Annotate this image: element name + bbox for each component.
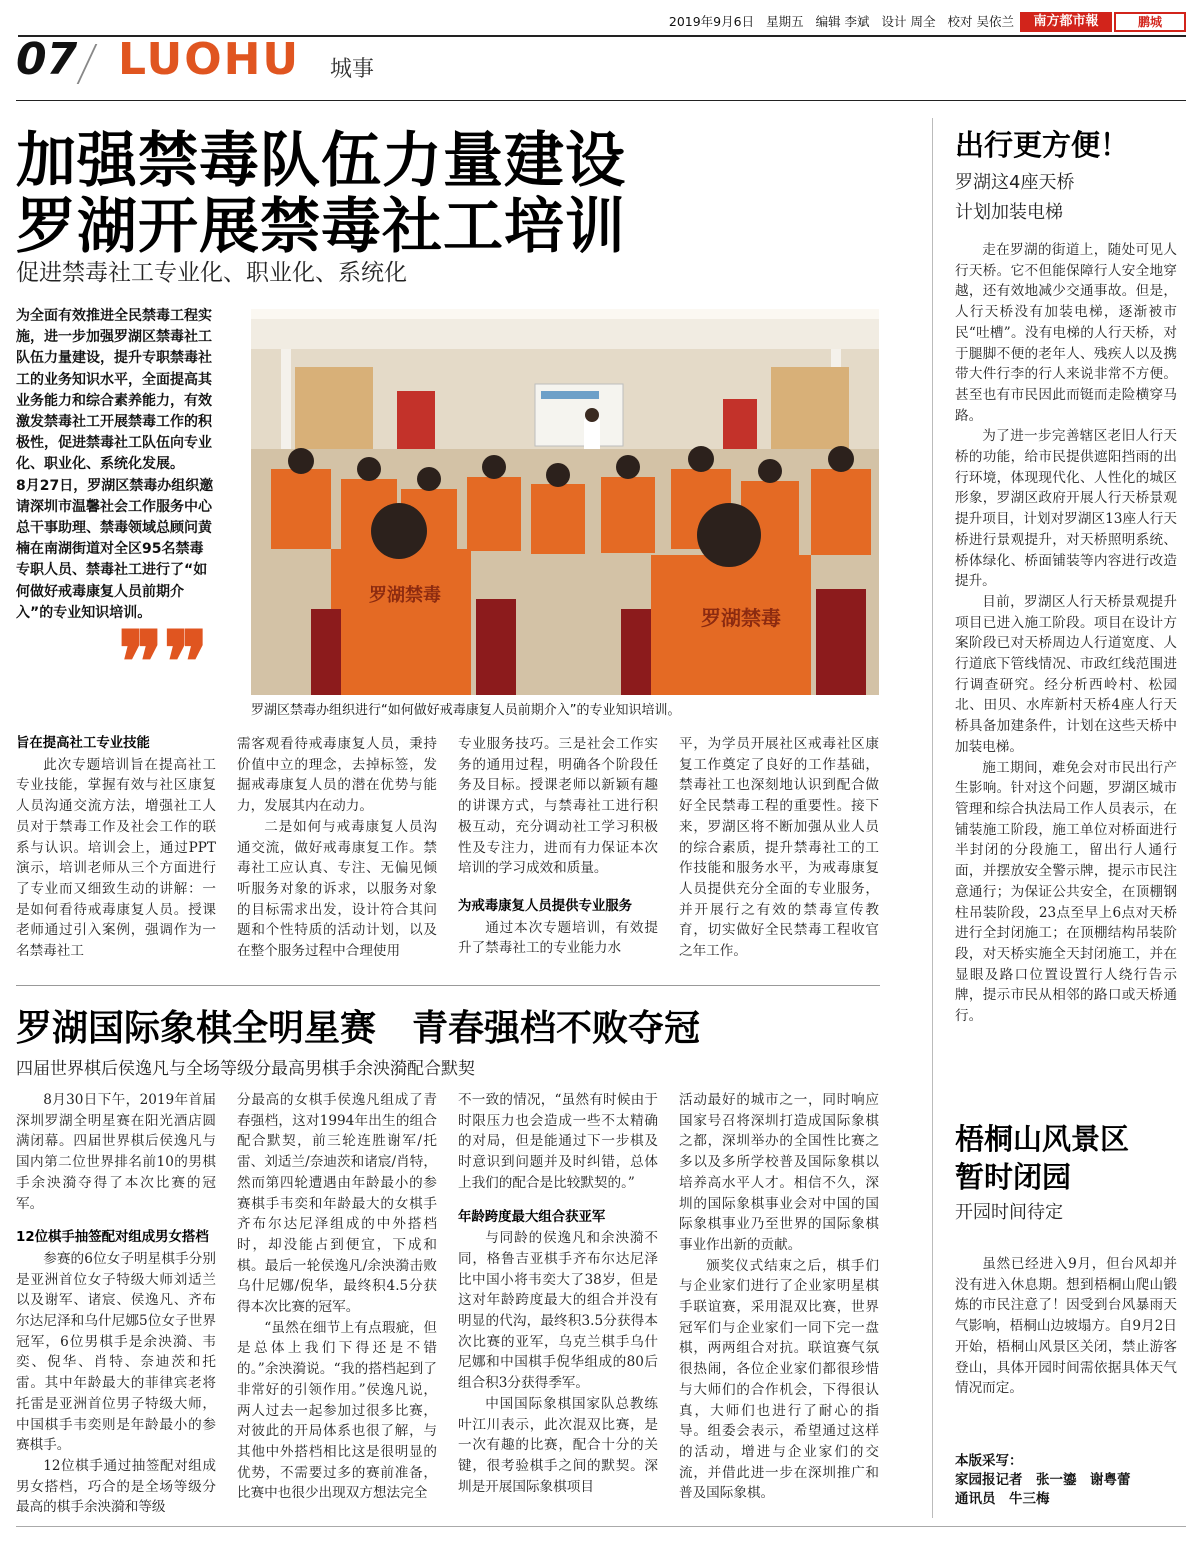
article2-subtitle: 四届世界棋后侯逸凡与全场等级分最高男棋手余泱漪配合默契 — [16, 1059, 475, 1079]
body-paragraph: 此次专题培训旨在提高社工专业技能，掌握有效与社区康复人员沟通交流方法，增强社工人员对于禁毒工作及社会工作的联系与认识。培训会上，通过PPT演示，培训老师从三个方面进行了专业而又细致生动的讲解：一是如何看待戒毒康复人员。授课老师通过引入案例，强调作为一名禁毒社工 — [16, 756, 216, 960]
body-paragraph: 虽然已经进入9月，但台风却并没有进入休息期。想到梧桐山爬山锻炼的市民注意了！因受到台风暴雨天气影响，梧桐山边坡塌方。自9月2日开始，梧桐山风景区关闭，禁止游客登山，具体开园时间需依据具体天气情况而定。 — [955, 1256, 1177, 1397]
body-paragraph: 分最高的女棋手侯逸凡组成了青春强档，这对1994年出生的组合配合默契，前三轮连胜谢军/托雷、刘适兰/奈迪茨和诸宸/肖特，然而第四轮遭遇由年龄最小的参赛棋手韦奕和年龄最大的女棋手齐布尔达尼泽组成的中外搭档时，却没能占到便宜，下成和棋。最后一轮侯逸凡/余泱漪击败乌什尼娜/倪华，最终积4.5分获得本次比赛的冠军。 — [237, 1092, 437, 1316]
body-paragraph: 平，为学员开展社区戒毒社区康复工作奠定了良好的工作基础，禁毒社工也深刻地认识到配合做好全民禁毒工程的重要性。接下来，罗湖区将不断加强从业人员的综合素质，提升禁毒社工的工作技能和服务水平，为戒毒康复人员提供充分全面的专业服务，并开展行之有效的禁毒宣传教育，切实做好全民禁毒工程收官之年工作。 — [679, 736, 879, 960]
body-paragraph: 8月30日下午，2019年首届深圳罗湖全明星赛在阳光酒店圆满闭幕。四届世界棋后侯逸凡与国内第二位世界排名前10的男棋手余泱漪夺得了本次比赛的冠军。 — [16, 1092, 216, 1212]
lead-paragraph: 8月27日，罗湖区禁毒办组织邀请深圳市温馨社会工作服务中心总干事助理、禁毒领域总顾问黄楠在南湖街道对全区95名禁毒专职人员、禁毒社工进行了“如何做好戒毒康复人员前期介入”的专业知识培训。 — [16, 477, 214, 621]
district-name: LUOHU — [118, 34, 301, 85]
photo-caption: 罗湖区禁毒办组织进行“如何做好戒毒康复人员前期介入”的专业知识培训。 — [251, 703, 681, 718]
article2-column-1 — [16, 1090, 216, 1518]
newspaper-logo: 南方都市報 — [1020, 12, 1112, 32]
subhead: 年龄跨度最大组合获亚军 — [458, 1209, 606, 1225]
credits-correspondent: 通讯员 牛三梅 — [955, 1491, 1050, 1507]
body-paragraph: 中国国际象棋国家队总教练叶江川表示，此次混双比赛，是一次有趣的比赛，配合十分的关键，很考验棋手之间的默契。深圳是开展国际象棋项目 — [458, 1395, 658, 1495]
sidebar-article-wutong — [955, 1120, 1177, 1399]
masthead-meta — [661, 12, 1014, 30]
body-paragraph: 颁奖仪式结束之后，棋手们与企业家们进行了企业家明星棋手联谊赛，采用混双比赛，世界冠军们与企业家们一同下完一盘棋，两两组合对抗。联谊赛气氛很热闹，各位企业家们都很珍惜与大师们的合作机会，下得很认真，大师们也进行了耐心的指导。组委会表示，希望通过这样的活动，增进与企业家们的交流，并借此进一步在深圳推广和普及国际象棋。 — [679, 1257, 879, 1502]
designer-credit: 设计 周全 — [881, 14, 936, 29]
article-divider — [16, 985, 880, 986]
body-paragraph: 与同龄的侯逸凡和余泱漪不同，格鲁吉亚棋手齐布尔达尼泽比中国小将韦奕大了38岁，但是这对年龄跨度最大的组合并没有明显的代沟，最终积3.5分获得本次比赛的亚军，乌克兰棋手乌什尼娜和中国棋手倪华组成的80后组合积3分获得季军。 — [458, 1230, 658, 1392]
headline-line: 罗湖开展禁毒社工培训 — [16, 192, 626, 262]
sidebar-body — [955, 1254, 1177, 1399]
training-photo — [251, 309, 879, 695]
proofreader-credit: 校对 吴依兰 — [947, 14, 1014, 29]
editor-credit: 编辑 李斌 — [815, 14, 870, 29]
body-paragraph: “虽然在细节上有点瑕疵，但是总体上我们下得还是不错的。”余泱漪说。“我的搭档起到了非常好的引领作用。”侯逸凡说，两人过去一起参加过很多比赛，对彼此的开局体系也很了解，与其他中外搭档相比这是很明显的优势，不需要过多的赛前准备，比赛中也很少出现双方想法完全 — [237, 1319, 437, 1502]
sidebar-subhead: 计划加装电梯 — [955, 202, 1063, 223]
body-paragraph: 活动最好的城市之一，同时响应国家号召将深圳打造成国际象棋之都，深圳举办的全国性比赛之多以及多所学校普及国际象棋以培养高水平人才。相信不久，深圳的国际象棋事业会对中国的国际象棋事业乃至世界的国际象棋事业作出新的贡献。 — [679, 1092, 879, 1253]
article2-headline: 罗湖国际象棋全明星赛 青春强档不败夺冠 — [16, 1008, 701, 1049]
article1-headline — [16, 128, 626, 260]
credits-label: 本版采写： — [955, 1453, 1023, 1469]
body-paragraph: 为了进一步完善辖区老旧人行天桥的功能，给市民提供遮阳挡雨的出行环境，体现现代化、人性化的城区形象，罗湖区政府开展人行天桥景观提升项目，计划对罗湖区13座人行天桥进行景观提升，对天桥照明系统、桥体绿化、桥面铺装等内容进行改造提升。 — [955, 428, 1177, 590]
training-photo-illustration — [251, 309, 879, 695]
sidebar-headline: 暂时闭园 — [955, 1160, 1072, 1194]
quote-mark-icon: ❞❞ — [118, 612, 209, 711]
subhead: 12位棋手抽签配对组成男女搭档 — [16, 1230, 209, 1246]
body-paragraph: 二是如何与戒毒康复人员沟通交流，做好戒毒康复工作。禁毒社工应认真、专注、无偏见倾听服务对象的诉求，以服务对象的目标需求出发，设计符合其问题和个性特质的活动计划，以及在整个服务过程中合理使用 — [237, 818, 437, 960]
sidebar-headline: 梧桐山风景区 — [955, 1122, 1130, 1156]
subhead: 为戒毒康复人员提供专业服务 — [458, 898, 633, 914]
body-paragraph: 走在罗湖的街道上，随处可见人行天桥。它不但能保障行人安全地穿越，还有效地减少交通事故。但是，人行天桥没有加装电梯，逐渐被市民“吐槽”。没有电梯的人行天桥，对于腿脚不便的老年人、残疾人以及携带大件行李的行人来说非常不方便。甚至也有市民因此而铤而走险横穿马路。 — [955, 242, 1177, 424]
article1-column-2 — [237, 734, 437, 962]
lead-paragraph: 为全面有效推进全民禁毒工程实施，进一步加强罗湖区禁毒社工队伍力量建设，提升专职禁毒社工的业务知识水平，全面提高其业务能力和综合素养能力，有效激发禁毒社工开展禁毒工作的积极性，促进禁毒社工队伍向专业化、职业化、系统化发展。 — [16, 308, 212, 473]
headline-line: 加强禁毒队伍力量建设 — [16, 126, 626, 196]
section-name: 城事 — [330, 57, 375, 82]
vest-text: 罗湖禁毒 — [369, 585, 441, 606]
article2-column-4 — [679, 1090, 879, 1504]
issue-date: 2019年9月6日 — [668, 14, 755, 29]
article1-column-1 — [16, 734, 216, 962]
sidebar-divider — [932, 118, 933, 1518]
body-paragraph: 需客观看待戒毒康复人员，秉持价值中立的理念，去掉标签，发掘戒毒康复人员的潜在优势与能力，发展其内在动力。 — [237, 736, 437, 815]
article1-lead — [16, 306, 216, 624]
article2-column-3 — [458, 1090, 658, 1497]
edition-logo: 鹏城 — [1114, 12, 1186, 32]
article2-column-2 — [237, 1090, 437, 1504]
sidebar-subhead: 开园时间待定 — [955, 1202, 1063, 1223]
sidebar-article-bridges — [955, 126, 1177, 1027]
body-paragraph: 目前，罗湖区人行天桥景观提升项目已进入施工阶段。项目在设计方案阶段已对天桥周边人行道宽度、人行道底下管线情况、市政红线范围进行调查研究。经分析西岭村、松园北、田贝、水库新村天桥4座人行天桥具备加建条件，计划在这些天桥中加装电梯。 — [955, 593, 1177, 755]
body-paragraph: 参赛的6位女子明星棋手分别是亚洲首位女子特级大师刘适兰以及谢军、诸宸、侯逸凡、齐布尔达尼泽和乌什尼娜5位女子世界冠军，6位男棋手是余泱漪、韦奕、倪华、肖特、奈迪茨和托雷。其中年龄最大的菲律宾老将托雷是亚洲首位男子特级大师，中国棋手韦奕则是年龄最小的参赛棋手。 — [16, 1250, 216, 1454]
credits-reporters: 家园报记者 张一鎏 谢粤蕾 — [955, 1472, 1131, 1488]
sidebar-body — [955, 240, 1177, 1027]
sidebar-headline: 出行更方便！ — [955, 128, 1130, 162]
footer-rule — [16, 1526, 1186, 1527]
vest-text: 罗湖禁毒 — [701, 606, 781, 630]
body-paragraph: 施工期间，难免会对市民出行产生影响。针对这个问题，罗湖区城市管理和综合执法局工作人员表示，在铺装施工阶段，施工单位对桥面进行半封闭的分段施工，留出行人通行面，并摆放安全警示牌，提示市民注意通行；为保证公共安全，在顶棚钢柱吊装阶段，23点至早上6点对天桥进行全封闭施工；在顶棚结构吊装阶段，对天桥实施全天封闭施工，并在显眼及路口位置设置行人绕行告示牌，提示市民从相邻的路口或天桥通行。 — [955, 759, 1177, 1025]
article1-column-3 — [458, 734, 658, 959]
page-number: 07 — [16, 34, 78, 85]
page-credits — [955, 1452, 1131, 1509]
article1-subtitle: 促进禁毒社工专业化、职业化、系统化 — [16, 260, 407, 286]
body-paragraph: 通过本次专题培训，有效提升了禁毒社工的专业能力水 — [458, 919, 658, 957]
body-paragraph: 不一致的情况，“虽然有时候由于时限压力也会造成一些不太精确的对局，但是能通过下一步棋及时意识到问题并及时纠错，总体上我们的配合是比较默契的。” — [458, 1092, 658, 1191]
article1-column-4 — [679, 734, 879, 962]
issue-weekday: 星期五 — [766, 14, 804, 29]
page-divider — [77, 44, 120, 84]
body-paragraph: 12位棋手通过抽签配对组成男女搭档，巧合的是全场等级分最高的棋手余泱漪和等级 — [16, 1457, 216, 1516]
header-bottom-rule — [16, 100, 1186, 101]
subhead: 旨在提高社工专业技能 — [16, 736, 150, 751]
body-paragraph: 专业服务技巧。三是社会工作实务的通用过程，明确各个阶段任务及目标。授课老师以新颖有趣的讲课方式，与禁毒社工进行积极互动，充分调动社工学习积极性及专注力，进而有力保证本次培训的学习成效和质量。 — [458, 736, 658, 877]
sidebar-subhead: 罗湖这4座天桥 — [955, 172, 1075, 193]
